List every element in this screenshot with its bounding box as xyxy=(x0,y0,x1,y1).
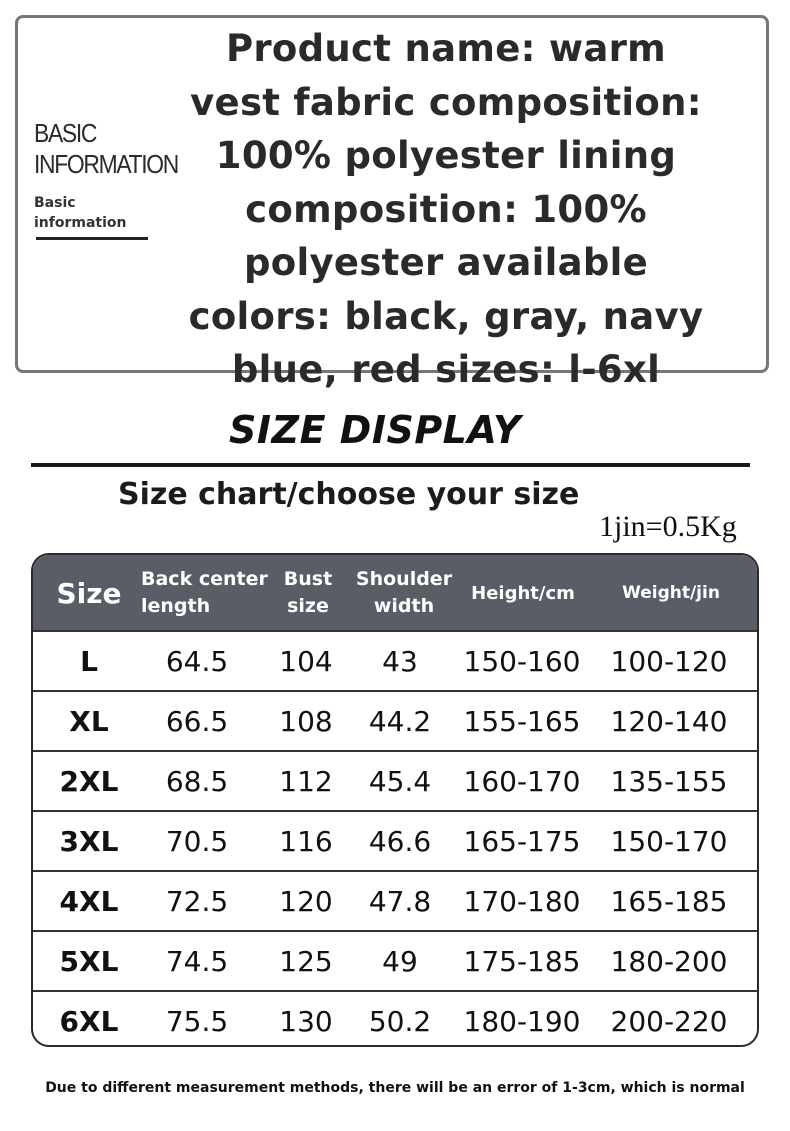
cell-size: 6XL xyxy=(59,1004,119,1038)
cell-shoulder-width: 43 xyxy=(382,644,418,678)
product-description: Product name: warm vest fabric composition: 100% polyester lining composition: 100% polyester available colors: black, gray, navy blue, red sizes: l-6xl xyxy=(188,27,704,391)
cell-weight: 120-140 xyxy=(610,704,728,738)
cell-bust-size: 120 xyxy=(279,884,333,918)
cell-size: 4XL xyxy=(59,884,119,918)
cell-height: 175-185 xyxy=(463,944,581,978)
basic-info-box xyxy=(15,15,769,391)
cell-size: 3XL xyxy=(59,824,119,858)
cell-back-center-length: 75.5 xyxy=(165,1004,229,1038)
cell-shoulder-width: 44.2 xyxy=(368,704,432,738)
size-display-divider xyxy=(31,463,750,467)
table-row xyxy=(33,810,757,870)
cell-shoulder-width: 45.4 xyxy=(368,764,432,798)
header-height: Height/cm xyxy=(471,582,575,604)
table-row xyxy=(33,750,757,810)
cell-bust-size: 104 xyxy=(279,644,333,678)
cell-weight: 135-155 xyxy=(610,764,728,798)
cell-back-center-length: 68.5 xyxy=(165,764,229,798)
basic-info-title: BASIC INFORMATION xyxy=(34,118,178,179)
cell-bust-size: 130 xyxy=(279,1004,333,1038)
basic-info-subtitle: Basic information xyxy=(34,195,127,231)
table-row xyxy=(33,630,757,690)
cell-back-center-length: 74.5 xyxy=(165,944,229,978)
size-display-title: SIZE DISPLAY xyxy=(229,408,521,452)
cell-bust-size: 108 xyxy=(279,704,333,738)
cell-height: 165-175 xyxy=(463,824,581,858)
cell-size: XL xyxy=(69,704,109,738)
size-table xyxy=(31,553,759,1047)
cell-height: 155-165 xyxy=(463,704,581,738)
header-size: Size xyxy=(56,576,122,610)
cell-weight: 100-120 xyxy=(610,644,728,678)
cell-height: 170-180 xyxy=(463,884,581,918)
cell-weight: 165-185 xyxy=(610,884,728,918)
size-table-header xyxy=(33,555,757,631)
header-bust-size: Bust size xyxy=(283,568,333,617)
cell-height: 160-170 xyxy=(463,764,581,798)
cell-bust-size: 116 xyxy=(279,824,333,858)
cell-height: 180-190 xyxy=(463,1004,581,1038)
table-row xyxy=(33,990,757,1047)
cell-height: 150-160 xyxy=(463,644,581,678)
cell-bust-size: 112 xyxy=(279,764,333,798)
table-row xyxy=(33,690,757,750)
header-shoulder-width: Shoulder width xyxy=(355,568,453,617)
header-back-center-length: Back center length xyxy=(141,568,268,617)
table-row xyxy=(33,930,757,990)
cell-back-center-length: 64.5 xyxy=(165,644,229,678)
cell-size: 2XL xyxy=(59,764,119,798)
cell-weight: 150-170 xyxy=(610,824,728,858)
cell-weight: 200-220 xyxy=(610,1004,728,1038)
cell-shoulder-width: 46.6 xyxy=(368,824,432,858)
measurement-disclaimer: Due to different measurement methods, there will be an error of 1-3cm, which is normal xyxy=(45,1080,745,1096)
cell-size: 5XL xyxy=(59,944,119,978)
cell-weight: 180-200 xyxy=(610,944,728,978)
unit-conversion-note: 1jin=0.5Kg xyxy=(599,510,737,543)
cell-back-center-length: 66.5 xyxy=(165,704,229,738)
cell-back-center-length: 70.5 xyxy=(165,824,229,858)
cell-bust-size: 125 xyxy=(279,944,333,978)
cell-back-center-length: 72.5 xyxy=(165,884,229,918)
table-row xyxy=(33,870,757,930)
header-weight: Weight/jin xyxy=(622,583,720,603)
cell-shoulder-width: 49 xyxy=(382,944,418,978)
basic-info-divider xyxy=(36,237,148,240)
cell-size: L xyxy=(80,644,98,678)
cell-shoulder-width: 47.8 xyxy=(368,884,432,918)
cell-shoulder-width: 50.2 xyxy=(368,1004,432,1038)
size-chart-subtitle: Size chart/choose your size xyxy=(118,477,580,512)
